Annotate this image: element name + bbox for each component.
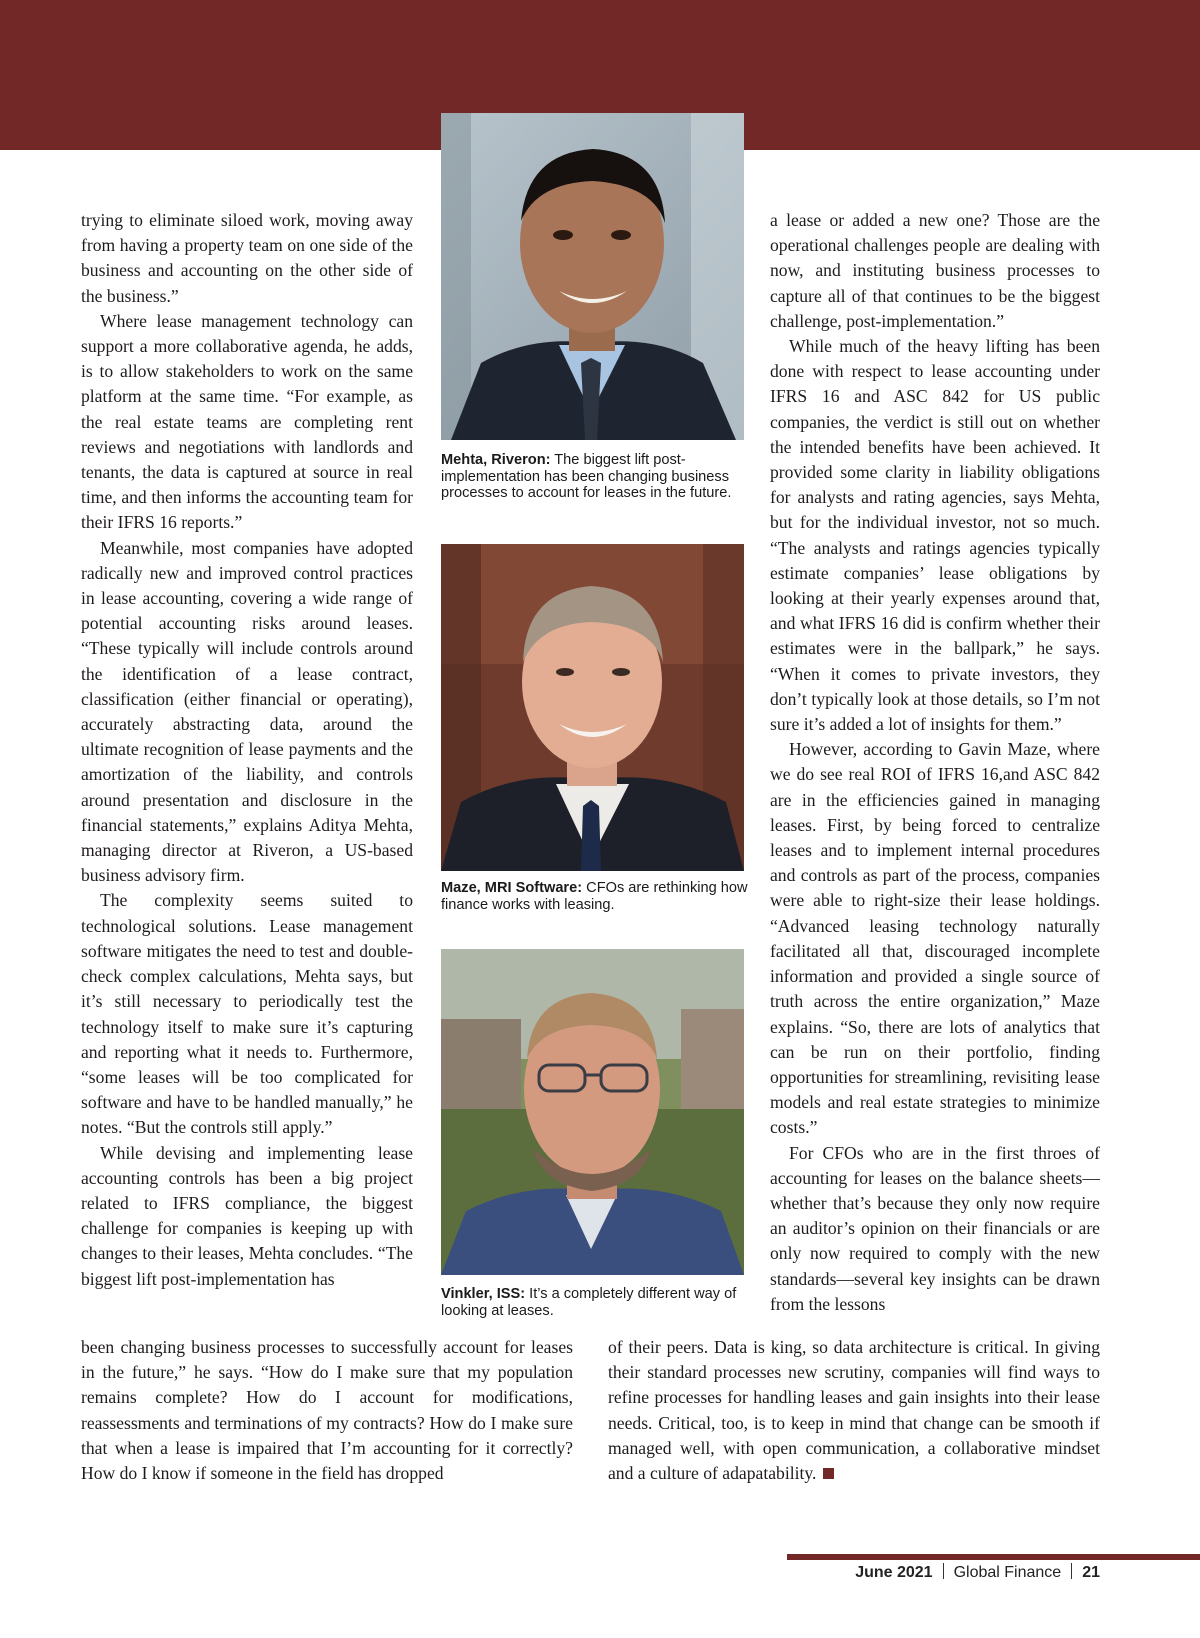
- paragraph: For CFOs who are in the first throes of accounting for leases on the balance sheets—whether that’s because they only now require an auditor’s opinion on their financials or are only now required to comply with the new standards—several key insights can be drawn from the lessons: [770, 1142, 1100, 1314]
- page-footer: [855, 1562, 1100, 1584]
- article-column-right: [770, 208, 1100, 1317]
- issue-date: June 2021: [855, 1564, 933, 1581]
- paragraph: While much of the heavy lifting has been done with respect to lease accounting under IFRS 16 and ASC 842 for US public companies, the verdict is still out on whether the intended benefits have been achieved. It provided some clarity in liability obligations for analysts and rating agencies, says Mehta, but for the individual investor, not so much. “The analysts and ratings agencies typically estimate companies’ lease obligations by looking at their yearly expenses around that, and what IFRS 16 did is confirm whether their estimates were in the ballpark,” he says. “When it comes to private investors, they don’t typically look at those details, so I’m not sure it’s added a lot of insights for them.”: [770, 336, 1100, 735]
- paragraph: Where lease management technology can support a more collaborative agenda, he adds, is to allow stakeholders to work on the same platform at the same time. “For example, as the real estate teams are completing rent reviews and negotiations with landlords and tenants, the data is captured at source in real time, and then informs the accounting team for their IFRS 16 reports.”: [81, 310, 413, 533]
- portrait-photo-mehta: [441, 113, 744, 440]
- article-column-left: [81, 208, 413, 1292]
- paragraph: Meanwhile, most companies have adopted radically new and improved control practices in lease accounting, covering a wide range of potential accounting risks around leases. “These typically will include controls around the identification of a lease contract, classification (either financial or operating), accurately abstracting data, around the ultimate recognition of lease payments and the amortization of the liability, and controls around presentation and disclosure in the financial statements,” explains Aditya Mehta, managing director at Riveron, a US-based business advisory firm.: [81, 537, 413, 886]
- footer-separator: [943, 1563, 944, 1579]
- paragraph: The complexity seems suited to technological solutions. Lease management software mitigates the need to test and double-check complex calculations, Mehta says, but it’s still necessary to periodically test the technology itself to make sure it’s capturing and reporting what it needs to. Furthermore, “some leases will be too complicated for software and have to be handled manually,” he notes. “But the controls still apply.”: [81, 890, 413, 1138]
- end-mark-icon: [823, 1468, 834, 1479]
- caption-text: It’s a completely different way of looking at leases.: [441, 1286, 737, 1319]
- caption-name: Mehta, Riveron:: [441, 452, 551, 468]
- paragraph-text: of their peers. Data is king, so data architecture is critical. In giving their standard processes new scrutiny, companies will find ways to refine processes for handling leases and gain insights into their lease needs. Critical, too, is to keep in mind that change can be smooth if managed well, with open communication, a collaborative mindset and a culture of adapatability.: [608, 1337, 1100, 1484]
- photo-caption: [441, 880, 749, 913]
- paragraph: been changing business processes to successfully account for leases in the future,” he says. “How do I make sure that my population remains complete? How do I account for modifications, reassessments and terminations of my contracts? How do I make sure that when a lease is impaired that I’m accounting for it correctly? How do I know if someone in the field has dropped: [81, 1337, 573, 1484]
- article-bottom-left: [81, 1335, 573, 1486]
- photo-caption: [441, 1286, 749, 1319]
- paragraph: trying to eliminate siloed work, moving away from having a property team on one side of the business and accounting on the other side of the business.”: [81, 210, 413, 306]
- page-number: 21: [1082, 1564, 1100, 1581]
- photo-caption: [441, 452, 749, 502]
- caption-name: Maze, MRI Software:: [441, 880, 583, 896]
- footer-separator: [1071, 1563, 1072, 1579]
- paragraph: While devising and implementing lease accounting controls has been a big project related to IFRS compliance, the biggest challenge for companies is keeping up with changes to their leases, Mehta concludes. “The biggest lift post-implementation has: [81, 1142, 413, 1289]
- article-bottom-right: [608, 1335, 1100, 1486]
- paragraph: a lease or added a new one? Those are the operational challenges people are dealing with now, and instituting business processes to capture all of that continues to be the biggest challenge, post-implementation.”: [770, 210, 1100, 331]
- paragraph: However, according to Gavin Maze, where we do see real ROI of IFRS 16,and ASC 842 are in the efficiencies gained in managing leases. First, by being forced to centralize leases and to implement internal procedures and controls as part of the process, companies were able to right-size their lease holdings. “Advanced leasing technology naturally facilitated all that, discouraged incomplete information and provided a single source of truth across the entire organization,” Maze explains. “So, there are lots of analytics that can be run on their portfolio, finding opportunities for streamlining, revisiting lease models and real estate strategies to minimize costs.”: [770, 739, 1100, 1138]
- footer-rule: [787, 1554, 1200, 1560]
- paragraph: [608, 1335, 1100, 1486]
- publication-name: Global Finance: [953, 1564, 1062, 1581]
- portrait-photo-maze: [441, 544, 744, 871]
- portrait-photo-vinkler: [441, 949, 744, 1275]
- caption-text: The biggest lift post-implementation has been changing business processes to account for leases in the future.: [441, 452, 732, 502]
- caption-text: CFOs are rethinking how finance works with leasing.: [441, 880, 748, 913]
- caption-name: Vinkler, ISS:: [441, 1286, 526, 1302]
